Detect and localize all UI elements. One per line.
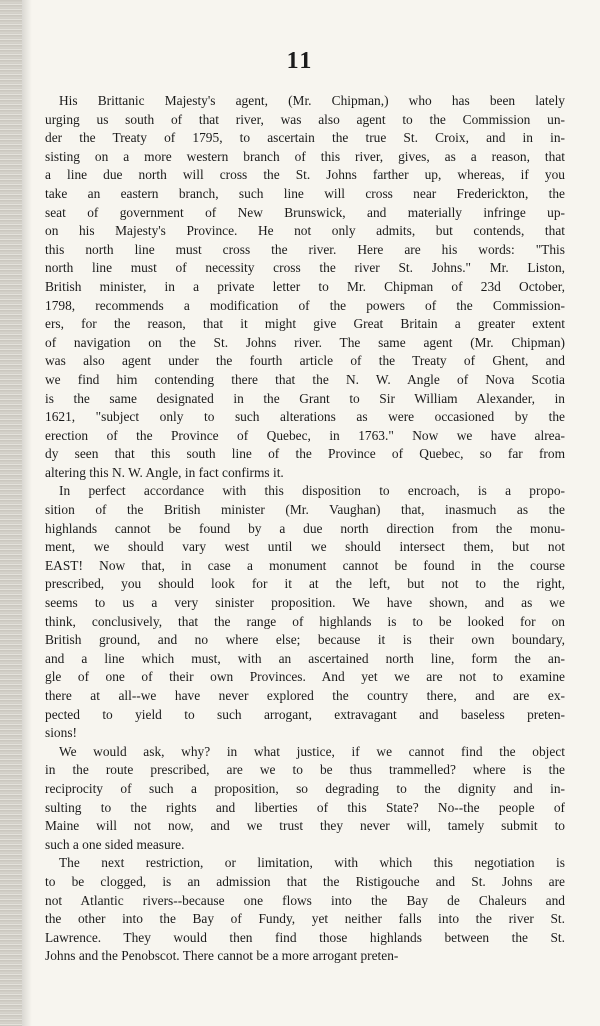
- text-line: In perfect accordance with this disposition to encroach, is a propo-: [59, 483, 565, 499]
- text-line: think, conclusively, that the range of highlands is to be looked for on: [45, 613, 565, 629]
- text-line: dy seen that this south line of the Province of Quebec, so far from: [45, 446, 565, 462]
- text-line: prescribed, you should look for it at the left, but not to the right,: [45, 576, 565, 592]
- text-line: of navigation on the St. Johns river. The same agent (Mr. Chipman): [45, 334, 565, 350]
- paragraph-3: [45, 743, 565, 855]
- text-line: erection of the Province of Quebec, in 1763." Now we have alrea-: [45, 427, 565, 443]
- text-line: ment, we should vary west until we should intersect them, but not: [45, 539, 565, 555]
- text-line: der the Treaty of 1795, to ascertain the true St. Croix, and in in-: [45, 130, 565, 146]
- paragraph-2: [45, 482, 565, 742]
- paragraph-1: [45, 92, 565, 482]
- page-text: [45, 92, 565, 966]
- text-line: 1798, recommends a modification of the powers of the Commission-: [45, 297, 565, 313]
- text-line: not Atlantic rivers--because one flows into the Bay de Chaleurs and: [45, 892, 565, 908]
- text-line: was also agent under the fourth article of the Treaty of Ghent, and: [45, 353, 565, 369]
- text-line: north line must of necessity cross the river St. Johns." Mr. Liston,: [45, 260, 565, 276]
- text-line: is the same designated in the Grant to Sir William Alexander, in: [45, 390, 565, 406]
- text-line: we find him contending there that the N. W. Angle of Nova Scotia: [45, 371, 565, 387]
- text-line: sions!: [45, 725, 77, 741]
- text-line: The next restriction, or limitation, with which this negotiation is: [59, 855, 565, 871]
- text-line: ers, for the reason, that it might give Great Britain a greater extent: [45, 316, 565, 332]
- text-line: 1621, "subject only to such alterations as were occasioned by the: [45, 409, 565, 425]
- text-line: the other into the Bay of Fundy, yet neither falls into the river St.: [45, 911, 565, 927]
- text-line: urging us south of that river, was also agent to the Commission un-: [45, 111, 565, 127]
- text-line: such a one sided measure.: [45, 836, 185, 852]
- text-line: in the route prescribed, are we to be thus trammelled? where is the: [45, 762, 565, 778]
- text-line: British ground, and no where else; because it is their own boundary,: [45, 632, 565, 648]
- text-line: sisting on a more western branch of this river, gives, as a reason, that: [45, 148, 565, 164]
- book-binding-edge: [0, 0, 22, 1026]
- text-line: EAST! Now that, in case a monument cannot be found in the course: [45, 557, 565, 573]
- text-line: pected to yield to such arrogant, extravagant and baseless preten-: [45, 706, 565, 722]
- text-line: British minister, in a private letter to Mr. Chipman of 23d October,: [45, 278, 565, 294]
- text-line: Johns and the Penobscot. There cannot be a more arrogant preten-: [45, 948, 399, 964]
- text-line: a line due north will cross the St. Johns farther up, whereas, if you: [45, 167, 565, 183]
- text-line: His Brittanic Majesty's agent, (Mr. Chipman,) who has been lately: [59, 93, 565, 108]
- text-line: and a line which must, with an ascertained north line, form the an-: [45, 650, 565, 666]
- paragraph-4: [45, 854, 565, 966]
- text-line: to be clogged, is an admission that the Ristigouche and St. Johns are: [45, 873, 565, 889]
- text-line: highlands cannot be found by a due north direction from the monu-: [45, 520, 565, 536]
- page-number: 11: [286, 48, 314, 74]
- text-line: this north line must cross the river. Here are his words: "This: [45, 241, 565, 257]
- text-line: sulting to the rights and liberties of this State? No--the people of: [45, 799, 565, 815]
- text-line: We would ask, why? in what justice, if we cannot find the object: [59, 743, 565, 759]
- text-line: reciprocity of such a proposition, so degrading to the dignity and in-: [45, 780, 565, 796]
- binding-shadow: [22, 0, 32, 1026]
- text-line: take an eastern branch, such line will cross near Frederickton, the: [45, 185, 565, 201]
- text-line: gle of one of their own Provinces. And yet we are not to examine: [45, 669, 565, 685]
- text-line: seat of government of New Brunswick, and materially infringe up-: [45, 204, 565, 220]
- text-line: sition of the British minister (Mr. Vaughan) that, inasmuch as the: [45, 502, 565, 518]
- text-line: altering this N. W. Angle, in fact confirms it.: [45, 464, 284, 480]
- text-line: there at all--we have never explored the country there, and are ex-: [45, 688, 565, 703]
- text-line: Lawrence. They would then find those highlands between the St.: [45, 929, 565, 945]
- text-line: seems to us a very sinister proposition. We have shown, and as we: [45, 595, 565, 611]
- text-line: Maine will not now, and we trust they never will, tamely submit to: [45, 818, 565, 834]
- text-line: on his Majesty's Province. He not only admits, but contends, that: [45, 223, 565, 239]
